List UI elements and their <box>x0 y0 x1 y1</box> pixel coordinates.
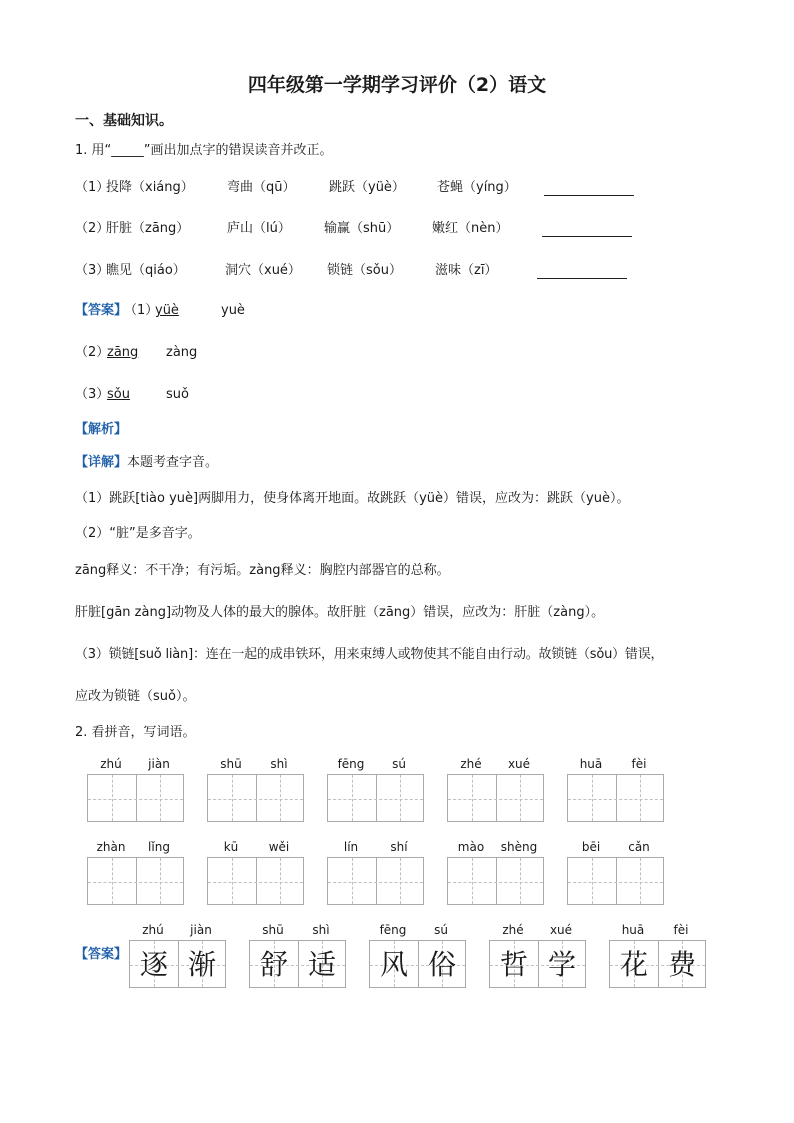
grid-line <box>400 858 401 904</box>
pinyin-label: shū <box>262 923 284 937</box>
grid-line <box>256 775 257 821</box>
grid-line <box>520 775 521 821</box>
grid-line <box>472 775 473 821</box>
grid-line <box>352 858 353 904</box>
pinyin-label: fèi <box>673 923 689 937</box>
answer-tag: 【答案】 <box>75 303 128 318</box>
answer-character: 逐 <box>139 948 168 981</box>
pinyin-label: bēi <box>581 840 601 854</box>
writing-box[interactable] <box>207 857 304 905</box>
answer-wrong: zāng <box>107 345 139 360</box>
grid-line <box>136 775 137 821</box>
answer-character: 渐 <box>187 948 216 981</box>
pinyin-label: zhú <box>142 923 164 937</box>
pinyin-label: zhú <box>100 757 122 771</box>
answer-number: （2） <box>75 345 110 360</box>
word-item: 投降（xiáng） <box>106 180 194 195</box>
grid-line <box>208 882 303 883</box>
pinyin-label: lín <box>343 840 359 854</box>
answer-character: 学 <box>547 948 576 981</box>
grid-line <box>400 775 401 821</box>
pinyin-label: xué <box>507 757 531 771</box>
answer-character: 适 <box>307 948 336 981</box>
row-number: （3） <box>75 263 110 278</box>
pinyin-label: mào <box>457 840 485 854</box>
analysis-line: 肝脏[gān zàng]动物及人体的最大的腺体。故肝脏（zāng）错误，应改为：肝脏（zàng）。 <box>75 605 605 620</box>
answer-box <box>489 940 586 988</box>
grid-line <box>88 882 183 883</box>
detail-text: 本题考查字音。 <box>127 455 219 470</box>
writing-box[interactable] <box>567 857 664 905</box>
answer-box <box>369 940 466 988</box>
answer-character: 花 <box>619 948 648 981</box>
grid-line <box>520 858 521 904</box>
grid-line <box>496 775 497 821</box>
grid-line <box>256 858 257 904</box>
grid-line <box>88 799 183 800</box>
analysis-line: 应改为锁链（suǒ）。 <box>75 689 196 704</box>
grid-line <box>448 882 543 883</box>
answer-character: 俗 <box>427 948 456 981</box>
pinyin-label: huā <box>621 923 645 937</box>
q1-stem: 1. 用“_____”画出加点字的错误读音并改正。 <box>75 143 333 158</box>
grid-line <box>592 858 593 904</box>
pinyin-label: cǎn <box>628 840 650 854</box>
analysis-line: （1）跳跃[tiào yuè]两脚用力，使身体离开地面。故跳跃（yüè）错误，应改为：跳跃（yuè）。 <box>75 491 630 506</box>
pinyin-label: jiàn <box>148 757 170 771</box>
grid-line <box>568 799 663 800</box>
analysis-line: （3）锁链[suǒ liàn]：连在一起的成串铁环，用来束缚人或物使其不能自由行动。故锁链（sǒu）错误， <box>75 647 664 662</box>
pinyin-label: shì <box>312 923 330 937</box>
grid-line <box>232 858 233 904</box>
q2-stem: 2. 看拼音，写词语。 <box>75 725 196 740</box>
answer-box <box>609 940 706 988</box>
writing-box[interactable] <box>447 857 544 905</box>
pinyin-label: zhé <box>460 757 482 771</box>
answer-blank[interactable] <box>542 236 632 237</box>
grid-line <box>328 799 423 800</box>
word-item: 输赢（shū） <box>324 221 400 236</box>
answer-blank[interactable] <box>537 278 627 279</box>
detail-line <box>75 455 218 471</box>
grid-line <box>616 858 617 904</box>
pinyin-label: fèi <box>631 757 647 771</box>
writing-box[interactable] <box>327 774 424 822</box>
pinyin-label: kū <box>223 840 239 854</box>
word-item: 洞穴（xué） <box>225 263 301 278</box>
pinyin-label: sú <box>434 923 448 937</box>
pinyin-label: shí <box>390 840 408 854</box>
pinyin-label: huā <box>579 757 603 771</box>
pinyin-label: xué <box>549 923 573 937</box>
grid-line <box>496 858 497 904</box>
grid-line <box>160 858 161 904</box>
pinyin-label: shèng <box>500 840 538 854</box>
writing-box[interactable] <box>207 774 304 822</box>
grid-line <box>280 858 281 904</box>
grid-line <box>112 775 113 821</box>
word-item: 嫩红（nèn） <box>432 221 509 236</box>
grid-line <box>136 858 137 904</box>
pinyin-label: fēng <box>337 757 365 771</box>
grid-line <box>376 858 377 904</box>
grid-line <box>616 775 617 821</box>
row-number: （2） <box>75 221 110 236</box>
word-item: 锁链（sǒu） <box>327 263 402 278</box>
grid-line <box>352 775 353 821</box>
writing-box[interactable] <box>87 774 184 822</box>
answer-tag: 【答案】 <box>75 947 128 962</box>
section-heading: 一、基础知识。 <box>75 113 173 129</box>
answer-wrong: yüè <box>155 303 179 318</box>
answer-character: 舒 <box>259 948 288 981</box>
analysis-line: （2）“脏”是多音字。 <box>75 526 201 541</box>
grid-line <box>640 775 641 821</box>
writing-box[interactable] <box>87 857 184 905</box>
word-item: 瞧见（qiáo） <box>106 263 186 278</box>
writing-box[interactable] <box>327 857 424 905</box>
answer-right: zàng <box>166 345 198 360</box>
grid-line <box>640 858 641 904</box>
writing-box[interactable] <box>447 774 544 822</box>
word-item: 苍蝇（yíng） <box>437 180 517 195</box>
pinyin-label: shì <box>270 757 288 771</box>
grid-line <box>160 775 161 821</box>
answer-blank[interactable] <box>544 195 634 196</box>
detail-tag: 【详解】 <box>75 455 128 470</box>
word-item: 肝脏（zāng） <box>106 221 190 236</box>
answer-right: suǒ <box>166 387 189 402</box>
pinyin-label: lǐng <box>148 840 170 854</box>
word-item: 弯曲（qū） <box>227 180 296 195</box>
pinyin-label: fēng <box>379 923 407 937</box>
grid-line <box>232 775 233 821</box>
answer-character: 风 <box>379 948 408 981</box>
word-item: 庐山（lú） <box>227 221 291 236</box>
analysis-line: zāng释义：不干净；有污垢。zàng释义：胸腔内部器官的总称。 <box>75 563 450 578</box>
analysis-tag: 【解析】 <box>75 422 128 437</box>
answer-wrong: sǒu <box>107 387 130 402</box>
answer-character: 哲 <box>499 948 528 981</box>
pinyin-label: jiàn <box>190 923 212 937</box>
row-number: （1） <box>75 180 110 195</box>
grid-line <box>568 882 663 883</box>
answer-right: yuè <box>221 303 245 318</box>
pinyin-label: zhé <box>502 923 524 937</box>
pinyin-label: shū <box>220 757 242 771</box>
grid-line <box>592 775 593 821</box>
word-item: 滋味（zī） <box>435 263 498 278</box>
writing-box[interactable] <box>567 774 664 822</box>
pinyin-label: wěi <box>268 840 290 854</box>
grid-line <box>472 858 473 904</box>
grid-line <box>280 775 281 821</box>
grid-line <box>448 799 543 800</box>
answer-number: （3） <box>75 387 110 402</box>
grid-line <box>208 799 303 800</box>
grid-line <box>376 775 377 821</box>
answer-box <box>129 940 226 988</box>
word-item: 跳跃（yüè） <box>329 180 405 195</box>
answer-box <box>249 940 346 988</box>
answer-character: 费 <box>667 948 696 981</box>
grid-line <box>112 858 113 904</box>
grid-line <box>328 882 423 883</box>
answer-number: （1） <box>124 303 159 318</box>
pinyin-label: sú <box>392 757 406 771</box>
page-title: 四年级第一学期学习评价（2）语文 <box>247 74 547 96</box>
pinyin-label: zhàn <box>96 840 126 854</box>
